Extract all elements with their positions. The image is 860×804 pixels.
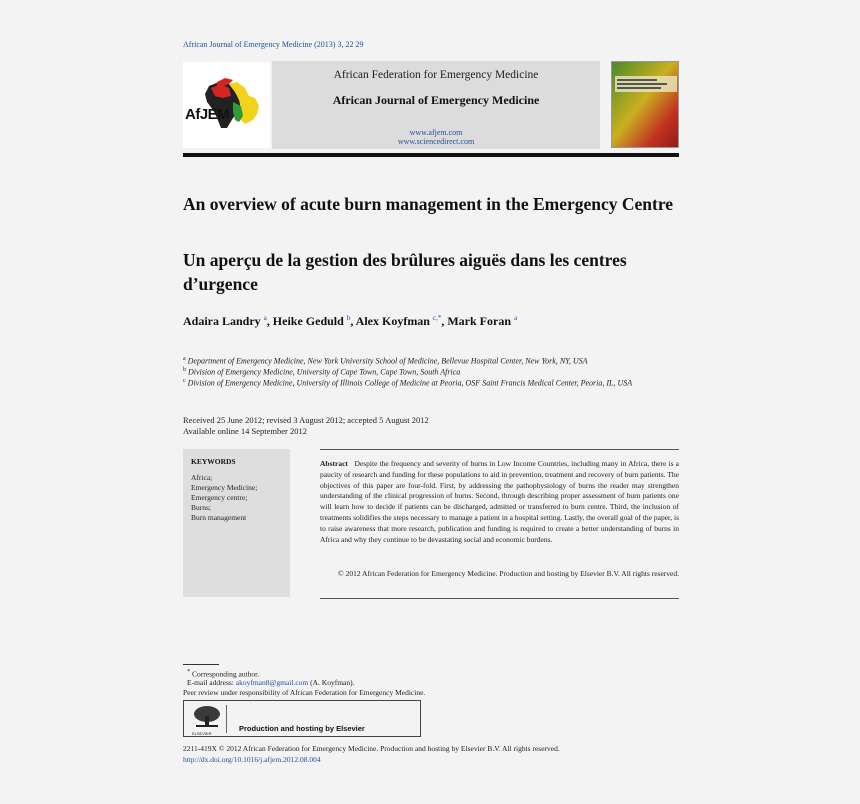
- author-separator: ,: [350, 314, 356, 328]
- corresponding-author-note: [187, 668, 259, 679]
- author-affiliation-link[interactable]: a: [263, 314, 267, 322]
- logo-text: AfJEM: [185, 106, 230, 123]
- hosting-text: Production and hosting by Elsevier: [239, 724, 365, 733]
- affiliation-c: [183, 376, 683, 389]
- abstract-bottom-rule: [320, 598, 679, 599]
- keywords-box: [183, 449, 290, 597]
- corresponding-text: Corresponding author.: [192, 669, 260, 679]
- author-separator: ,: [266, 314, 273, 328]
- email-link[interactable]: akoyfman8@gmail.com: [235, 678, 309, 687]
- affiliation-marker: a: [183, 356, 186, 362]
- author-affiliation-link[interactable]: c,*: [432, 314, 442, 322]
- afjem-logo: [183, 62, 270, 148]
- affiliation-text: Division of Emergency Medicine, University of Cape Town, Cape Town, South Africa: [188, 367, 461, 377]
- email-note: [187, 678, 355, 687]
- author-name: Mark Foran: [447, 314, 511, 328]
- doi-link[interactable]: http://dx.doi.org/10.1016/j.afjem.2012.08.004: [183, 755, 321, 764]
- keyword-item: Africa;: [191, 473, 213, 482]
- peer-review-note: Peer review under responsibility of African Federation for Emergency Medicine.: [183, 688, 426, 697]
- affiliation-text: Department of Emergency Medicine, New York University School of Medicine, Bellevue Hospital Center, New York, NY, USA: [187, 356, 588, 366]
- journal-website-link[interactable]: www.afjem.com: [409, 128, 463, 137]
- author-list: [183, 314, 517, 329]
- header-divider: [183, 153, 679, 157]
- author-name: Alex Koyfman: [355, 314, 430, 328]
- keyword-item: Burn management: [191, 513, 247, 522]
- keyword-item: Emergency centre;: [191, 493, 248, 502]
- online-date: Available online 14 September 2012: [183, 426, 308, 436]
- affiliation-marker: c: [183, 378, 186, 384]
- author-affiliation-link[interactable]: a: [514, 314, 518, 322]
- author-name: Heike Geduld: [272, 314, 344, 328]
- author-separator: ,: [441, 314, 448, 328]
- issn-line: 2211-419X © 2012 African Federation for Emergency Medicine. Production and hosting by Elsevier B.V. All rights reserved.: [183, 744, 560, 753]
- journal-masthead: [272, 61, 600, 149]
- keyword-item: Burns;: [191, 503, 212, 512]
- author-affiliation-link[interactable]: b: [346, 314, 351, 322]
- sciencedirect-link[interactable]: www.sciencedirect.com: [397, 137, 475, 146]
- email-owner: (A. Koyfman).: [310, 678, 355, 687]
- journal-cover-thumbnail: [611, 61, 679, 148]
- africa-map-icon: [183, 62, 270, 148]
- elsevier-separator: [226, 705, 227, 733]
- elsevier-banner: [183, 700, 421, 737]
- received-dates: Received 25 June 2012; revised 3 August 2012; accepted 5 August 2012: [183, 415, 429, 425]
- keyword-item: Emergency Medicine;: [191, 483, 258, 492]
- article-title-french: Un aperçu de la gestion des brûlures aiguës dans les centres d’urgence: [183, 250, 627, 294]
- federation-name: African Federation for Emergency Medicine: [333, 69, 539, 81]
- elsevier-tree-icon: [190, 704, 224, 733]
- elsevier-wordmark: ELSEVIER: [192, 731, 212, 736]
- abstract-copyright: © 2012 African Federation for Emergency Medicine. Production and hosting by Elsevier B.V. All rights reserved.: [338, 569, 679, 578]
- journal-name: African Journal of Emergency Medicine: [332, 93, 540, 107]
- article-title-english: An overview of acute burn management in the Emergency Centre: [183, 194, 674, 214]
- affiliation-marker: b: [183, 367, 186, 373]
- author-name: Adaira Landry: [183, 314, 261, 328]
- abstract-label: Abstract: [320, 459, 348, 468]
- journal-reference-link[interactable]: African Journal of Emergency Medicine (2013) 3, 22 29: [183, 40, 364, 49]
- corresponding-mark: *: [187, 668, 191, 675]
- email-label: E-mail address:: [187, 678, 234, 687]
- keywords-heading: KEYWORDS: [191, 457, 236, 466]
- abstract-top-rule: [320, 449, 679, 450]
- affiliation-text: Division of Emergency Medicine, University of Illinois College of Medicine at Peoria, OSF Saint Francis Medical Center, Peoria, IL, USA: [187, 378, 633, 388]
- abstract-text: Despite the frequency and severity of burns in Low Income Countries, including many in Africa, there is a paucity of research and funding for these populations to aid in prevention, treatment and recovery of burn patients. The objectives of this paper are four-fold. First, by addressing the pathophysiology of burns the reader may strengthen understanding of the clinical progression of burns. Second, through describing proper assessment of burn patients one will learn how to decide if patients can be discharged, admitted or transferred to burn centre. Third, the inclusion of treatments solidifies the steps necessary to manage a patient in a hospital setting. Lastly, the overall goal of the paper, is to raise awareness that more research, publication and funding is required to create a better understanding of burns in Africa and why they continue to be devastating social and economic burdens.: [320, 459, 680, 544]
- abstract-body: [320, 459, 679, 545]
- footnote-rule: [183, 664, 219, 665]
- cover-gradient-icon: [612, 62, 679, 148]
